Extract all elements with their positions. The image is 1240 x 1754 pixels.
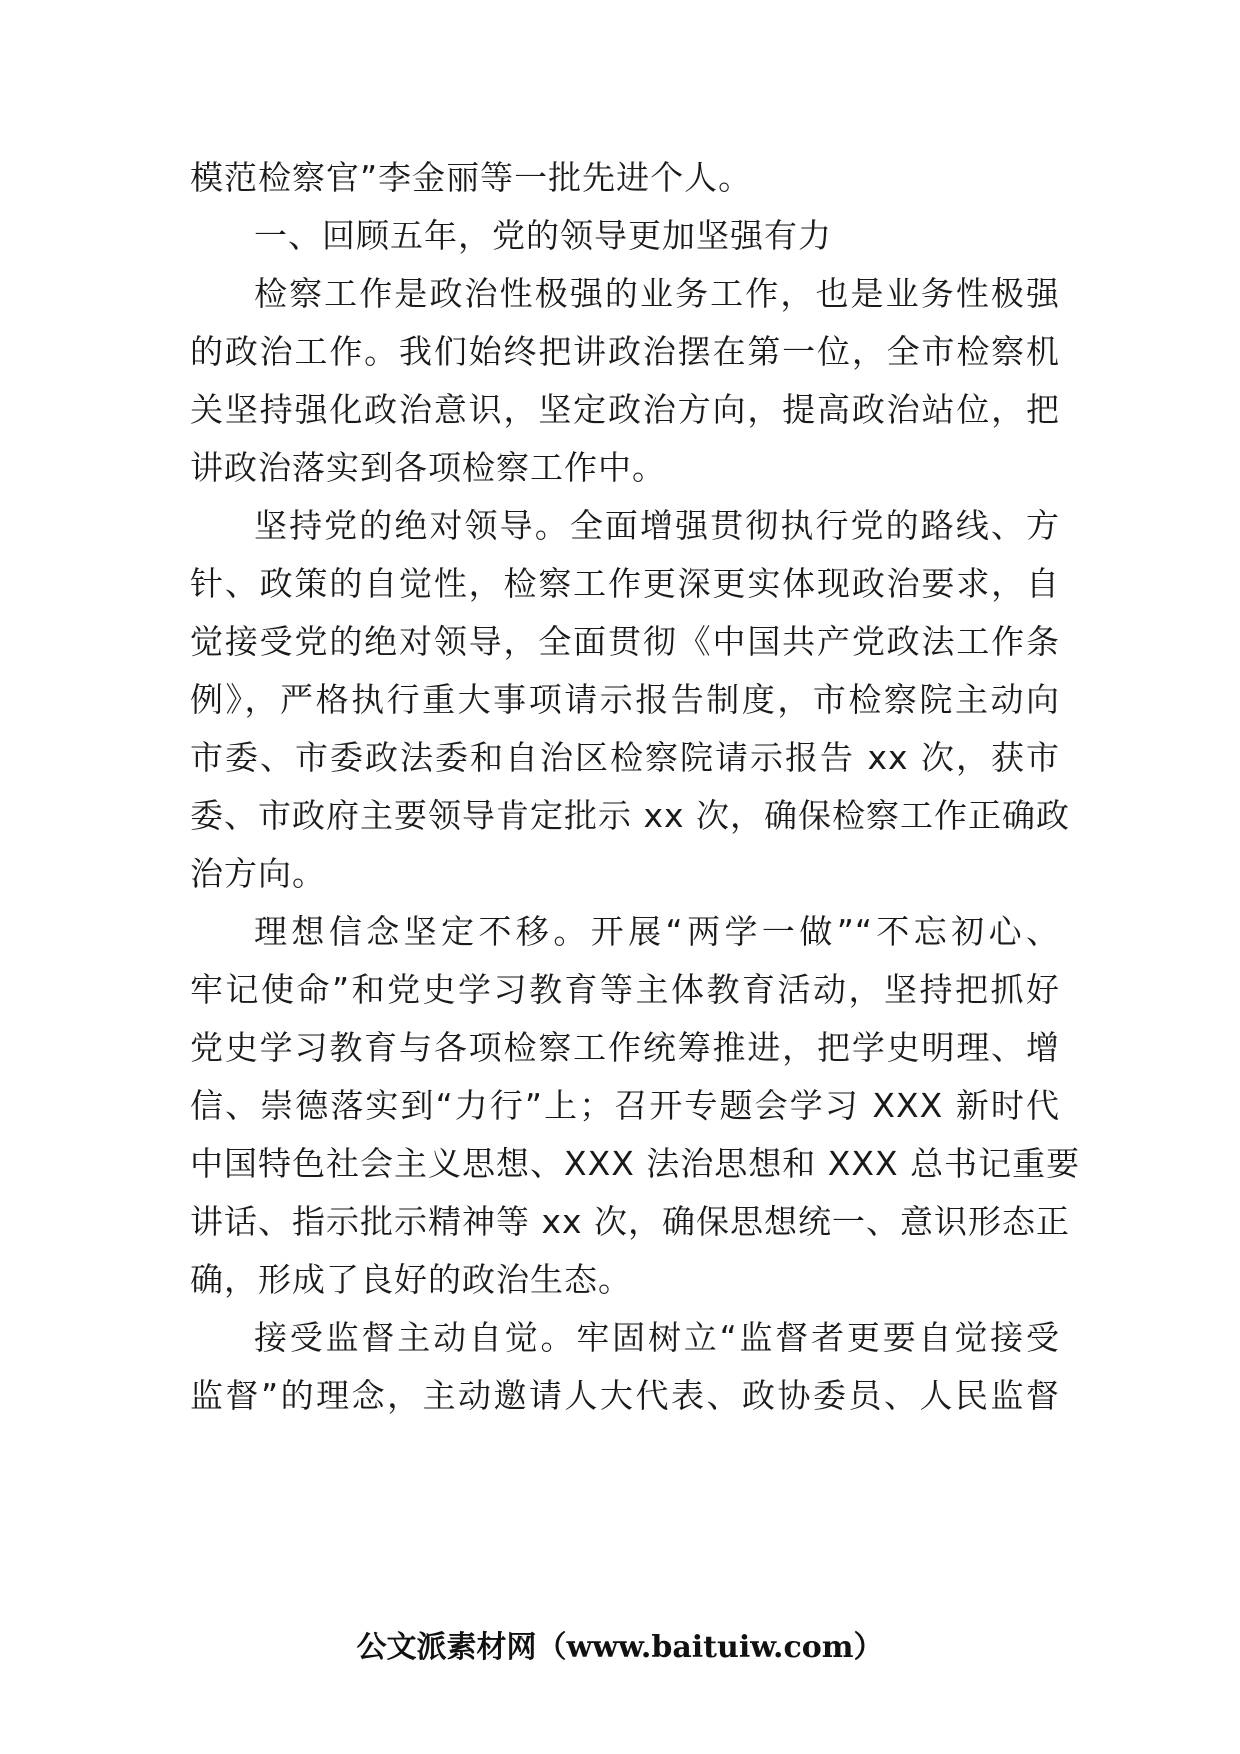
text-line: 市委、市委政法委和自治区检察院请示报告 xx 次，获市 bbox=[190, 738, 1060, 777]
text-line: 牢记使命”和党史学习教育等主体教育活动，坚持把抓好 bbox=[190, 970, 1060, 1009]
text-line: 接受监督主动自觉。牢固树立“监督者更要自觉接受 bbox=[254, 1318, 1060, 1357]
text-line: 确，形成了良好的政治生态。 bbox=[190, 1260, 632, 1299]
footer-watermark: 公文派素材网（www.baituiw.com） bbox=[356, 1630, 884, 1665]
text-line: 关坚持强化政治意识，坚定政治方向，提高政治站位，把 bbox=[190, 390, 1060, 429]
text-line: 觉接受党的绝对领导，全面贯彻《中国共产党政法工作条 bbox=[190, 622, 1060, 661]
text-line: 党史学习教育与各项检察工作统筹推进，把学史明理、增 bbox=[190, 1028, 1060, 1067]
text-line: 检察工作是政治性极强的业务工作，也是业务性极强 bbox=[254, 274, 1060, 313]
text-line: 中国特色社会主义思想、XXX 法治思想和 XXX 总书记重要 bbox=[190, 1144, 1081, 1183]
text-line: 治方向。 bbox=[190, 854, 326, 893]
text-line: 的政治工作。我们始终把讲政治摆在第一位，全市检察机 bbox=[190, 332, 1060, 371]
text-line: 委、市政府主要领导肯定批示 xx 次，确保检察工作正确政 bbox=[190, 796, 1071, 835]
section-heading: 一、回顾五年，党的领导更加坚强有力 bbox=[254, 216, 832, 255]
text-line: 讲政治落实到各项检察工作中。 bbox=[190, 448, 666, 487]
text-line: 针、政策的自觉性，检察工作更深更实体现政治要求，自 bbox=[190, 564, 1060, 603]
text-line: 讲话、指示批示精神等 xx 次，确保思想统一、意识形态正 bbox=[190, 1202, 1071, 1241]
text-line: 监督”的理念，主动邀请人大代表、政协委员、人民监督 bbox=[190, 1376, 1060, 1415]
text-line: 模范检察官”李金丽等一批先进个人。 bbox=[190, 158, 753, 197]
text-line: 例》，严格执行重大事项请示报告制度，市检察院主动向 bbox=[190, 680, 1060, 719]
text-line: 坚持党的绝对领导。全面增强贯彻执行党的路线、方 bbox=[254, 506, 1060, 545]
text-line: 理想信念坚定不移。开展“两学一做”“不忘初心、 bbox=[254, 912, 1060, 951]
text-line: 信、崇德落实到“力行”上；召开专题会学习 XXX 新时代 bbox=[190, 1086, 1060, 1125]
